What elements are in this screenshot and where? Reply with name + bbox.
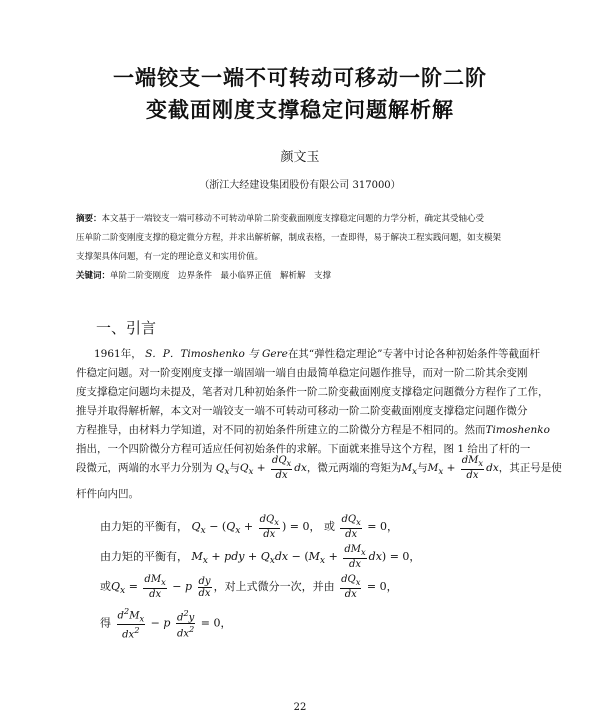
- author: 颜文玉: [280, 150, 320, 165]
- intro-line7-c: ，微元两端的弯矩为: [306, 462, 402, 474]
- intro-line5: 方程推导，由材料力学知道，对不同的初始条件所建立的二阶微分方程是不相同的。然而: [76, 424, 486, 436]
- eq1-label: 由力矩的平衡有，: [100, 520, 188, 533]
- abstract-line2: 压单阶二阶变刚度支撑的稳定微分方程，并求出解析解，制成表格，一查即得，易于解决工程实践问题，如支模架: [76, 233, 502, 243]
- abstract-line1: 本文基于一端铰支一端可移动不可转动单阶二阶变截面刚度支撑稳定问题的力学分析，确定其受轴心受: [101, 214, 485, 224]
- intro-line3: 度支撑稳定问题均未提及，笔者对几种初始条件一阶二阶变截面刚度支撑稳定问题微分方程作了工作，: [76, 386, 549, 398]
- keywords-text: 单阶二阶变刚度 边界条件 最小临界正值 解析解 支撑: [110, 271, 332, 281]
- paper-title-line2: 变截面刚度支撑稳定问题解析解: [146, 98, 454, 122]
- section-heading-intro: 一、引言: [96, 319, 157, 337]
- intro-line7-e: ，其正号是使: [498, 462, 562, 474]
- intro-line1: 在其“弹性稳定理论”专著中讨论各种初始条件等截面杆: [287, 348, 541, 360]
- equation-2: 由力矩的平衡有， $M_x$ + pdy + $Q_xdx - (M_x$ + $\frac{dM_x}{dx}$ dx) = 0，: [100, 544, 421, 570]
- equation-4: 得 $\frac{d^2M_x}{dx^2}$ − p $\frac{d^2y}{dx^2}$ = 0，: [100, 606, 232, 641]
- page-number: 22: [293, 702, 307, 713]
- intro-line5-name: Timoshenko: [485, 424, 550, 436]
- abstract-line3: 支撑架具体问题，有一定的理论意义和实用价值。: [76, 252, 264, 262]
- intro-line6: 指出，一个四阶微分方程可适应任何初始条件的求解。下面就来推导这个方程，图 1 给出了杆的一: [76, 443, 531, 455]
- equation-1: 由力矩的平衡有， $Q_x - (Q_x$ + $\frac{dQ_x}{dx}$ ) = 0， 或 $\frac{dQ_x}{dx}$ = 0，: [100, 514, 398, 540]
- intro-line8: 杆件向内凹。: [76, 488, 139, 500]
- affiliation: （浙江大经建设集团股份有限公司 317000）: [199, 180, 401, 191]
- intro-line4: 推导并取得解析解，本文对一端铰支一端不可转动可移动一阶二阶变截面刚度支撑稳定问题作微分: [76, 405, 528, 417]
- intro-line7-d: 与: [417, 462, 428, 474]
- intro-paragraph: [76, 345, 550, 459]
- intro-authors: S．P．Timoshenko 与 Gere: [145, 348, 288, 360]
- eq4-label: 得: [100, 616, 111, 630]
- eq3-text: ，对上式微分一次，并由: [213, 580, 335, 593]
- equation-3: 或$Q_x$ = $\frac{dM_x}{dx}$ − p $\frac{dy}{dx}$ ，对上式微分一次，并由 $\frac{dQ_x}{dx}$ = 0，: [100, 574, 398, 600]
- paper-title-line1: 一端铰支一端不可转动可移动一阶二阶: [113, 66, 487, 90]
- eq2-label: 由力矩的平衡有，: [100, 550, 188, 563]
- intro-line7: 段微元，两端的水平力分别为 $Q_x$与$Q_x$ + $\frac{dQ_x}{dx}$ dx，微元两端的弯矩为$M_x$与$M_x$ + $\frac{dM_x}{dx}$ dx，其正号是使: [76, 455, 562, 481]
- intro-line7-a: 段微元，两端的水平力分别为: [76, 462, 213, 474]
- intro-line7-b: 与: [229, 462, 240, 474]
- keywords-label: 关键词：: [76, 271, 111, 281]
- eq1-or: 或: [323, 520, 335, 533]
- intro-year: 1961年，: [94, 348, 142, 360]
- intro-line2: 件稳定问题。对一阶变刚度支撑一端固端一端自由最简单稳定问题作推导，而对一阶二阶其余变刚: [76, 367, 528, 379]
- abstract: [76, 210, 536, 286]
- eq3-label: 或: [100, 580, 111, 593]
- abstract-label: 摘要：: [76, 214, 102, 224]
